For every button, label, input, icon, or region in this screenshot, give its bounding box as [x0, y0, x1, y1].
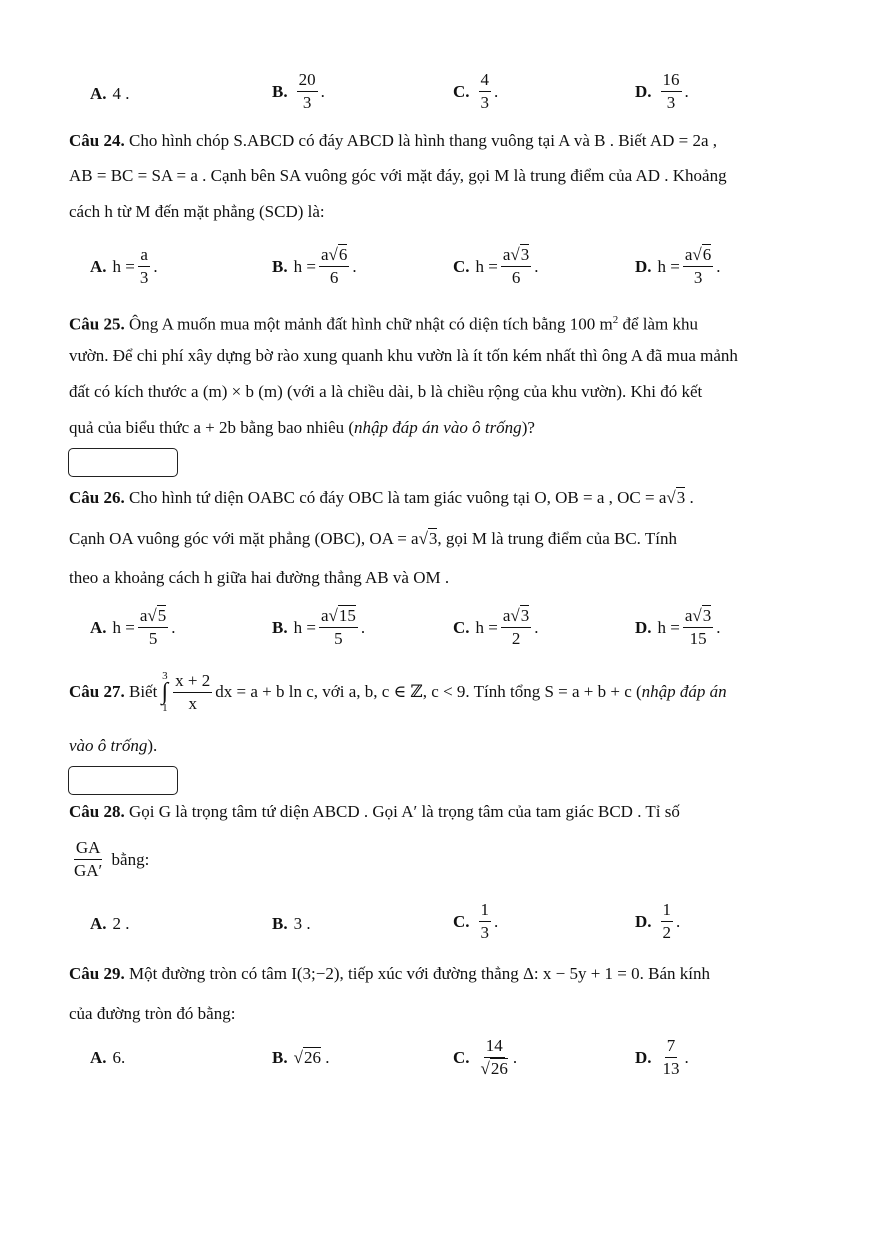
- option-a[interactable]: A. 4 .: [90, 84, 130, 103]
- q26-line3: theo a khoảng cách h giữa hai đường thẳng AB và OM .: [69, 568, 450, 587]
- q29-line2: của đường tròn đó bằng:: [69, 1004, 236, 1023]
- option-a[interactable]: A. 6.: [90, 1048, 126, 1067]
- fraction: $\frac{14}{√26}$: [480, 1036, 508, 1078]
- fraction: $\frac{a√6}{3}$: [684, 245, 712, 287]
- option-d[interactable]: D. $\frac{1}{2}$ .: [635, 900, 681, 942]
- q24-line3: cách h từ M đến mặt phẳng (SCD) là:: [69, 202, 325, 221]
- option-c[interactable]: C. $\frac{1}{3}$ .: [453, 900, 499, 942]
- option-d[interactable]: D. $\frac{16}{3}$ .: [635, 70, 689, 112]
- option-d[interactable]: D. h = $\frac{a√6}{3}$ .: [635, 245, 721, 287]
- q28-line2: $\frac{GA}{GA'}$ bằng:: [74, 838, 150, 880]
- fraction: $\frac{a√15}{5}$: [320, 606, 356, 648]
- q29-line1: Câu 29. Một đường tròn có tâm I(3;−2), tiếp xúc với đường thẳng Δ: x − 5y + 1 = 0. Bán kính: [69, 964, 710, 983]
- q25-line4: quả của biểu thức a + 2b bằng bao nhiêu (nhập đáp án vào ô trống)?: [69, 418, 535, 437]
- option-b[interactable]: B. h = $\frac{a√6}{6}$ .: [272, 245, 357, 287]
- fraction: $\frac{a√5}{5}$: [139, 606, 167, 648]
- answer-input-box[interactable]: [68, 766, 178, 795]
- q27-line2: vào ô trống).: [69, 736, 158, 755]
- option-c[interactable]: C. $\frac{4}{3}$ .: [453, 70, 499, 112]
- q26-line1: Câu 26. Cho hình tứ diện OABC có đáy OBC là tam giác vuông tại O, OB = a , OC = a√3 .: [69, 488, 694, 507]
- option-a[interactable]: A. h = $\frac{a}{3}$ .: [90, 245, 158, 287]
- fraction: $\frac{x + 2}{x}$: [175, 670, 211, 713]
- fraction: $\frac{7}{13}$: [662, 1036, 680, 1078]
- q26-line2: Cạnh OA vuông góc với mặt phẳng (OBC), OA = a√3, gọi M là trung điểm của BC. Tính: [69, 529, 677, 548]
- q25-line2: vườn. Để chi phí xây dựng bờ rào xung quanh khu vườn là ít tốn kém nhất thì ông A đã mua mảnh: [69, 346, 738, 365]
- q25-line1: Câu 25. Ông A muốn mua một mảnh đất hình chữ nhật có diện tích bằng 100 $m^2$ để làm khu: [69, 314, 699, 334]
- fraction: $\frac{a√6}{6}$: [320, 245, 348, 287]
- fraction: $\frac{GA}{GA'}$: [74, 838, 103, 880]
- fraction: $\frac{1}{2}$: [662, 900, 672, 942]
- option-a[interactable]: A. 2 .: [90, 914, 130, 933]
- fraction: $\frac{20}{3}$: [298, 70, 316, 112]
- option-b[interactable]: B. h = $\frac{a√15}{5}$ .: [272, 606, 366, 648]
- fraction: $\frac{a√3}{6}$: [502, 245, 530, 287]
- option-a[interactable]: A. h = $\frac{a√5}{5}$ .: [90, 606, 176, 648]
- option-b[interactable]: B. $\frac{20}{3}$ .: [272, 70, 325, 112]
- fraction: $\frac{16}{3}$: [662, 70, 680, 112]
- q25-line3: đất có kích thước a (m) × b (m) (với a là chiều dài, b là chiều rộng của khu vườn). Khi đó kết: [69, 382, 703, 401]
- option-d[interactable]: D. $\frac{7}{13}$ .: [635, 1036, 689, 1078]
- fraction: $\frac{a√3}{2}$: [502, 606, 530, 648]
- integral-sign: 3 ∫ 1: [161, 670, 169, 714]
- q28-line1: Câu 28. Gọi G là trọng tâm tứ diện ABCD . Gọi A′ là trọng tâm của tam giác BCD . Tỉ số: [69, 802, 680, 821]
- answer-input-box[interactable]: [68, 448, 178, 477]
- option-c[interactable]: C. h = $\frac{a√3}{6}$ .: [453, 245, 539, 287]
- option-c[interactable]: C. h = $\frac{a√3}{2}$ .: [453, 606, 539, 648]
- option-b[interactable]: B. √26 .: [272, 1048, 330, 1067]
- fraction: $\frac{a√3}{15}$: [684, 606, 712, 648]
- option-c[interactable]: C. $\frac{14}{√26}$ .: [453, 1036, 518, 1078]
- q27-line1: Câu 27. Biết 3 ∫ 1 $\frac{x + 2}{x}$ dx = a + b ln c, với a, b, c ∈ ℤ, c < 9. Tính tổng S = a + b + c ( nhập đáp án: [69, 670, 727, 714]
- fraction: $\frac{1}{3}$: [480, 900, 490, 942]
- q24-line1: Câu 24. Cho hình chóp S.ABCD có đáy ABCD là hình thang vuông tại A và B . Biết AD = 2a ,: [69, 131, 718, 150]
- option-d[interactable]: D. h = $\frac{a√3}{15}$ .: [635, 606, 721, 648]
- q24-line2: AB = BC = SA = a . Cạnh bên SA vuông góc với mặt đáy, gọi M là trung điểm của AD . Khoảng: [69, 166, 727, 185]
- option-b[interactable]: B. 3 .: [272, 914, 311, 933]
- fraction: $\frac{4}{3}$: [480, 70, 490, 112]
- fraction: $\frac{a}{3}$: [139, 245, 149, 287]
